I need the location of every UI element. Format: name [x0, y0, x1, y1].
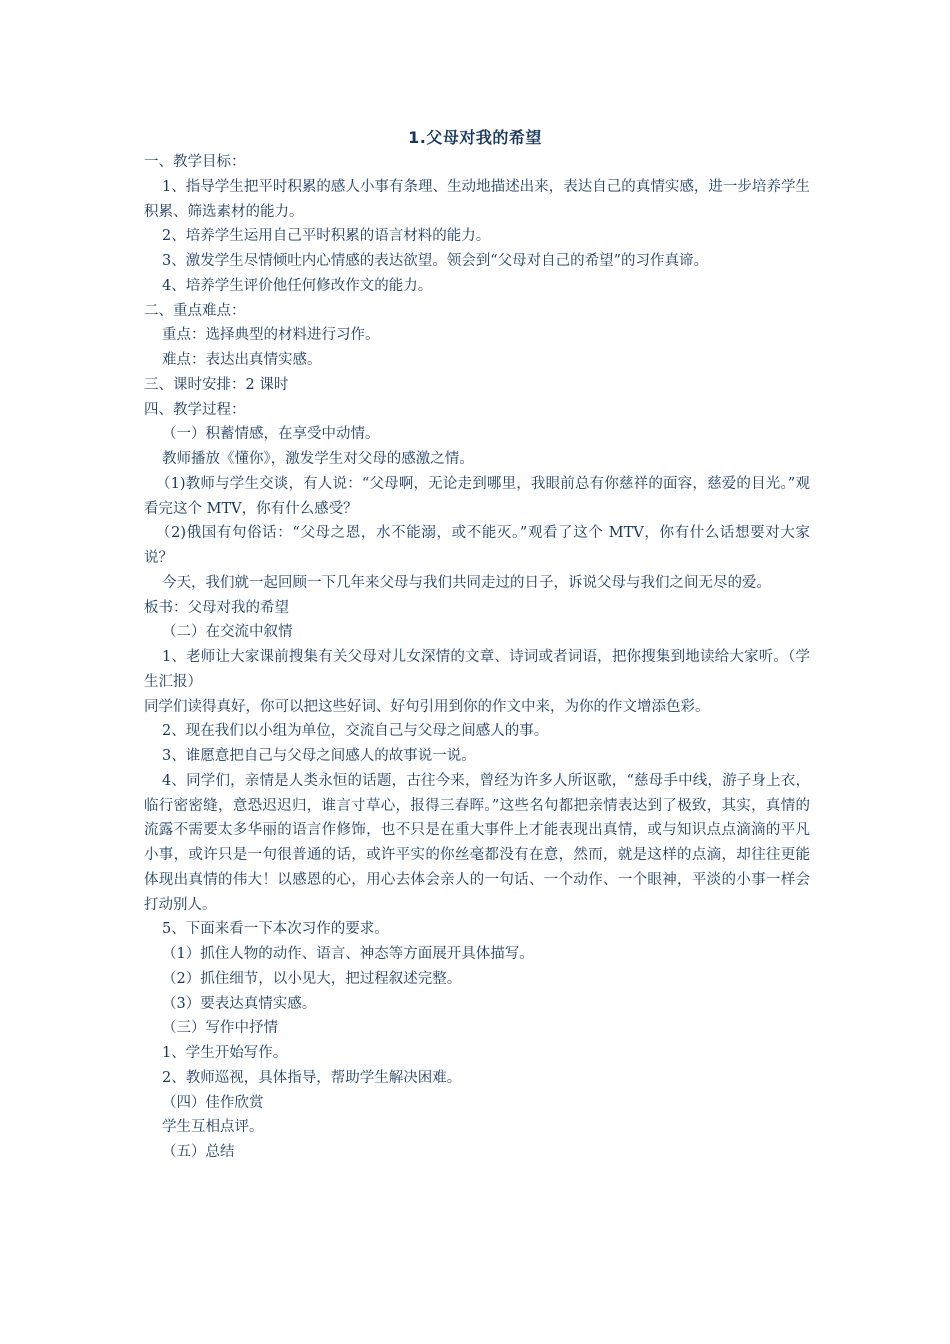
paragraph: 教师播放《懂你》，激发学生对父母的感激之情。	[162, 451, 474, 467]
document-title: 1.父母对我的希望	[408, 128, 542, 147]
objective-item-2: 2、培养学生运用自己平时积累的语言材料的能力。	[162, 228, 491, 245]
paragraph: （1)教师与学生交谈，有人说：“父母啊，无论走到哪里，我眼前总有你慈祥的面容，慈爱的目光。”观看完这个 MTV，你有什么感受？	[144, 475, 810, 517]
section-heading-schedule: 三、课时安排：2 课时	[144, 376, 289, 393]
process-step-1-heading: （一）积蓄情感，在享受中动情。	[162, 426, 380, 443]
process-step-3-heading: （三）写作中抒情	[162, 1020, 278, 1037]
process-step-4-heading: （四）佳作欣赏	[162, 1094, 264, 1111]
paragraph: 5、下面来看一下本次习作的要求。	[162, 921, 389, 938]
paragraph: 同学们读得真好，你可以把这些好词、好句引用到你的作文中来，为你的作文增添色彩。	[144, 698, 710, 715]
requirement-item-3: （3）要表达真情实感。	[162, 995, 317, 1012]
section-heading-objectives: 一、教学目标：	[144, 154, 246, 170]
requirement-item-1: （1）抓住人物的动作、语言、神态等方面展开具体描写。	[162, 946, 534, 962]
objective-item-4: 4、培养学生评价他任何修改作文的能力。	[162, 277, 433, 294]
process-step-5-heading: （五）总结	[162, 1144, 235, 1160]
objective-item-3: 3、激发学生尽情倾吐内心情感的表达欲望。领会到“父母对自己的希望”的习作真谛。	[162, 253, 709, 269]
paragraph: （2)俄国有句俗话：“父母之恩，水不能溺，或不能灭。”观看了这个 MTV，你有什么话想要对大家说？	[144, 525, 810, 566]
process-step-2-heading: （二）在交流中叙情	[162, 624, 293, 641]
section-heading-key-points: 二、重点难点：	[144, 302, 246, 319]
paragraph: 学生互相点评。	[162, 1119, 264, 1136]
paragraph: 2、教师巡视，具体指导，帮助学生解决困难。	[162, 1069, 462, 1086]
key-point: 重点：选择典型的材料进行习作。	[162, 327, 380, 344]
paragraph: 4、同学们，亲情是人类永恒的话题，古往今来，曾经为许多人所讴歌，“慈母手中线，游子身上衣，临行密密缝，意恐迟迟归，谁言寸草心，报得三春晖。”这些名句都把亲情表达到了极致，其实，真情的流露不需要太多华丽的语言作修饰，也不只是在重大事件上才能表现出真情，或与知识点点滴滴的平凡小事，或许只是一句很普通的话，或许平实的你丝毫都没有在意，然而，就是这样的点滴，却往往更能体现出真情的伟大！以感恩的心，用心去体会亲人的一句话、一个动作、一个眼神，平淡的小事一样会打动别人。	[144, 772, 810, 913]
requirement-item-2: （2）抓住细节，以小见大，把过程叙述完整。	[162, 970, 462, 987]
blackboard-note: 板书：父母对我的希望	[144, 599, 289, 616]
paragraph: 1、学生开始写作。	[162, 1045, 288, 1061]
paragraph: 3、谁愿意把自己与父母之间感人的故事说一说。	[162, 748, 476, 764]
document-body	[144, 150, 810, 1165]
objective-item-1: 1、指导学生把平时积累的感人小事有条理、生动地描述出来，表达自己的真情实感，进一步培养学生积累、筛选素材的能力。	[144, 178, 810, 220]
difficult-point: 难点：表达出真情实感。	[162, 352, 322, 368]
paragraph: 1、老师让大家课前搜集有关父母对儿女深情的文章、诗词或者词语，把你搜集到地读给大家听。（学生汇报）	[144, 649, 810, 690]
paragraph: 2、现在我们以小组为单位，交流自己与父母之间感人的事。	[162, 723, 549, 740]
paragraph: 今天，我们就一起回顾一下几年来父母与我们共同走过的日子，诉说父母与我们之间无尽的爱。	[162, 574, 771, 591]
section-heading-process: 四、教学过程：	[144, 401, 246, 418]
